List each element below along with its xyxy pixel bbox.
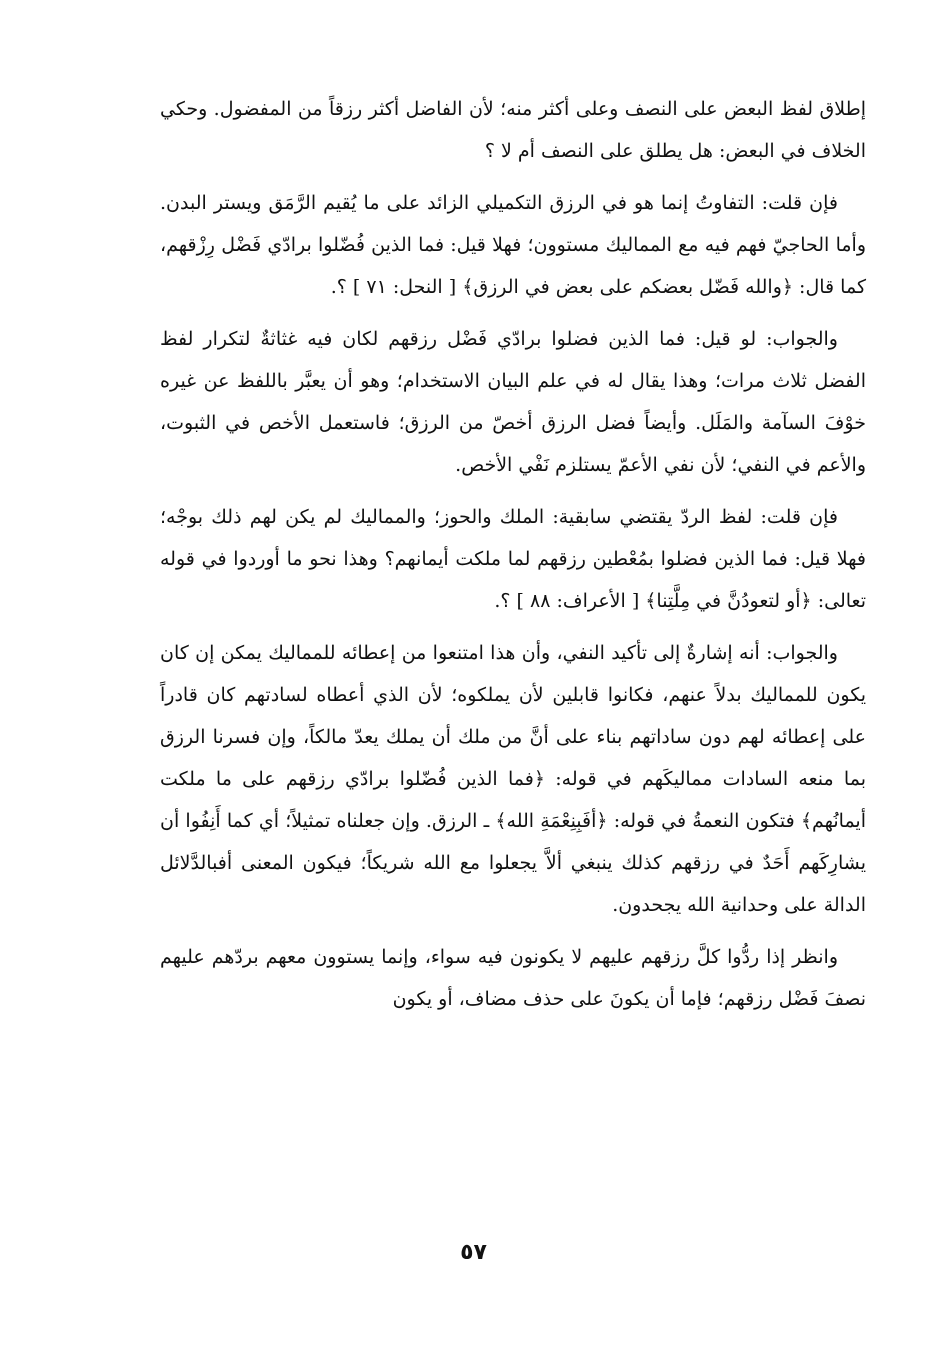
paragraph-answer-1: والجواب: لو قيل: فما الذين فضلوا برادّي فَضْل رزقهم لكان فيه غثاثةٌ لتكرار لفظ الفضل ثلاث مرات؛ وهذا يقال له في علم البيان الاستخدام؛ وهو أن يعبَّر باللفظ عن غيره خوْفَ السآمة والمَلَل. وأيضاً فضل الرزق أخصّ من الرزق؛ فاستعمل الأخص في الثبوت، والأعم في النفي؛ لأن نفي الأعمّ يستلزم نَفْي الأخص.	[160, 328, 866, 476]
body-text	[160, 88, 866, 1030]
paragraph-question-1: فإن قلت: التفاوتُ إنما هو في الرزق التكميلي الزائد على ما يُقيم الرَّمَق ويستر البدن. وأما الحاجيّ فهم فيه مع المماليك مستوون؛ فهلا قيل: فما الذين فُضّلوا برادّي فَضْل رِزْقهم، كما قال: ﴿والله فَضّل بعضكم على بعض في الرزق﴾ [ النحل: ٧١ ] ؟.	[160, 192, 866, 298]
paragraph-answer-2: والجواب: أنه إشارةٌ إلى تأكيد النفي، وأن هذا امتنعوا من إعطائه للمماليك يمكن إن كان يكون للمماليك بدلاً عنهم، فكانوا قابلين لأن يملكوه؛ لأن الذي أعطاه لسادتهم كان قادراً على إعطائه لهم دون ساداتهم بناء على أنَّ من ملك أن يملك يعدّ مالكاً، وإن فسرنا الرزق بما منعه السادات مماليكَهم في قوله: ﴿فما الذين فُضّلوا برادّي رزقهم على ما ملكت أيمانُهم﴾ فتكون النعمةُ في قوله: ﴿أفَبِنِعْمَةِ الله﴾ ـ الرزق. وإن جعلناه تمثيلاً؛ أي كما أَنِفُوا أن يشارِكَهم أَحَدٌ في رزقهم كذلك ينبغي ألاَّ يجعلوا مع الله شريكاً؛ فيكون المعنى أفبالدَّلائل الدالة على وحدانية الله يجحدون.	[160, 642, 866, 916]
page-number: ٥٧	[460, 1240, 487, 1265]
paragraph-continuation: إطلاق لفظ البعض على النصف وعلى أكثر منه؛ لأن الفاضل أكثر رزقاً من المفضول. وحكي الخلاف في البعض: هل يطلق على النصف أم لا ؟	[160, 98, 866, 162]
paragraph-final: وانظر إذا ردُّوا كلَّ رزقهم عليهم لا يكونون فيه سواء، وإنما يستوون معهم بردّهم عليهم نصفَ فَضْل رزقهم؛ فإما أن يكونَ على حذف مضاف، أو يكون	[160, 946, 866, 1010]
paragraph-question-2: فإن قلت: لفظ الردّ يقتضي سابقية: الملك والحوز؛ والمماليك لم يكن لهم ذلك بوجْه؛ فهلا قيل: فما الذين فضلوا بمُعْطين رزقهم لما ملكت أيمانهم؟ وهذا نحو ما أوردوا في قوله تعالى: ﴿أو لتعودُنَّ في مِلَّتِنا﴾ [ الأعراف: ٨٨ ] ؟.	[160, 506, 866, 612]
